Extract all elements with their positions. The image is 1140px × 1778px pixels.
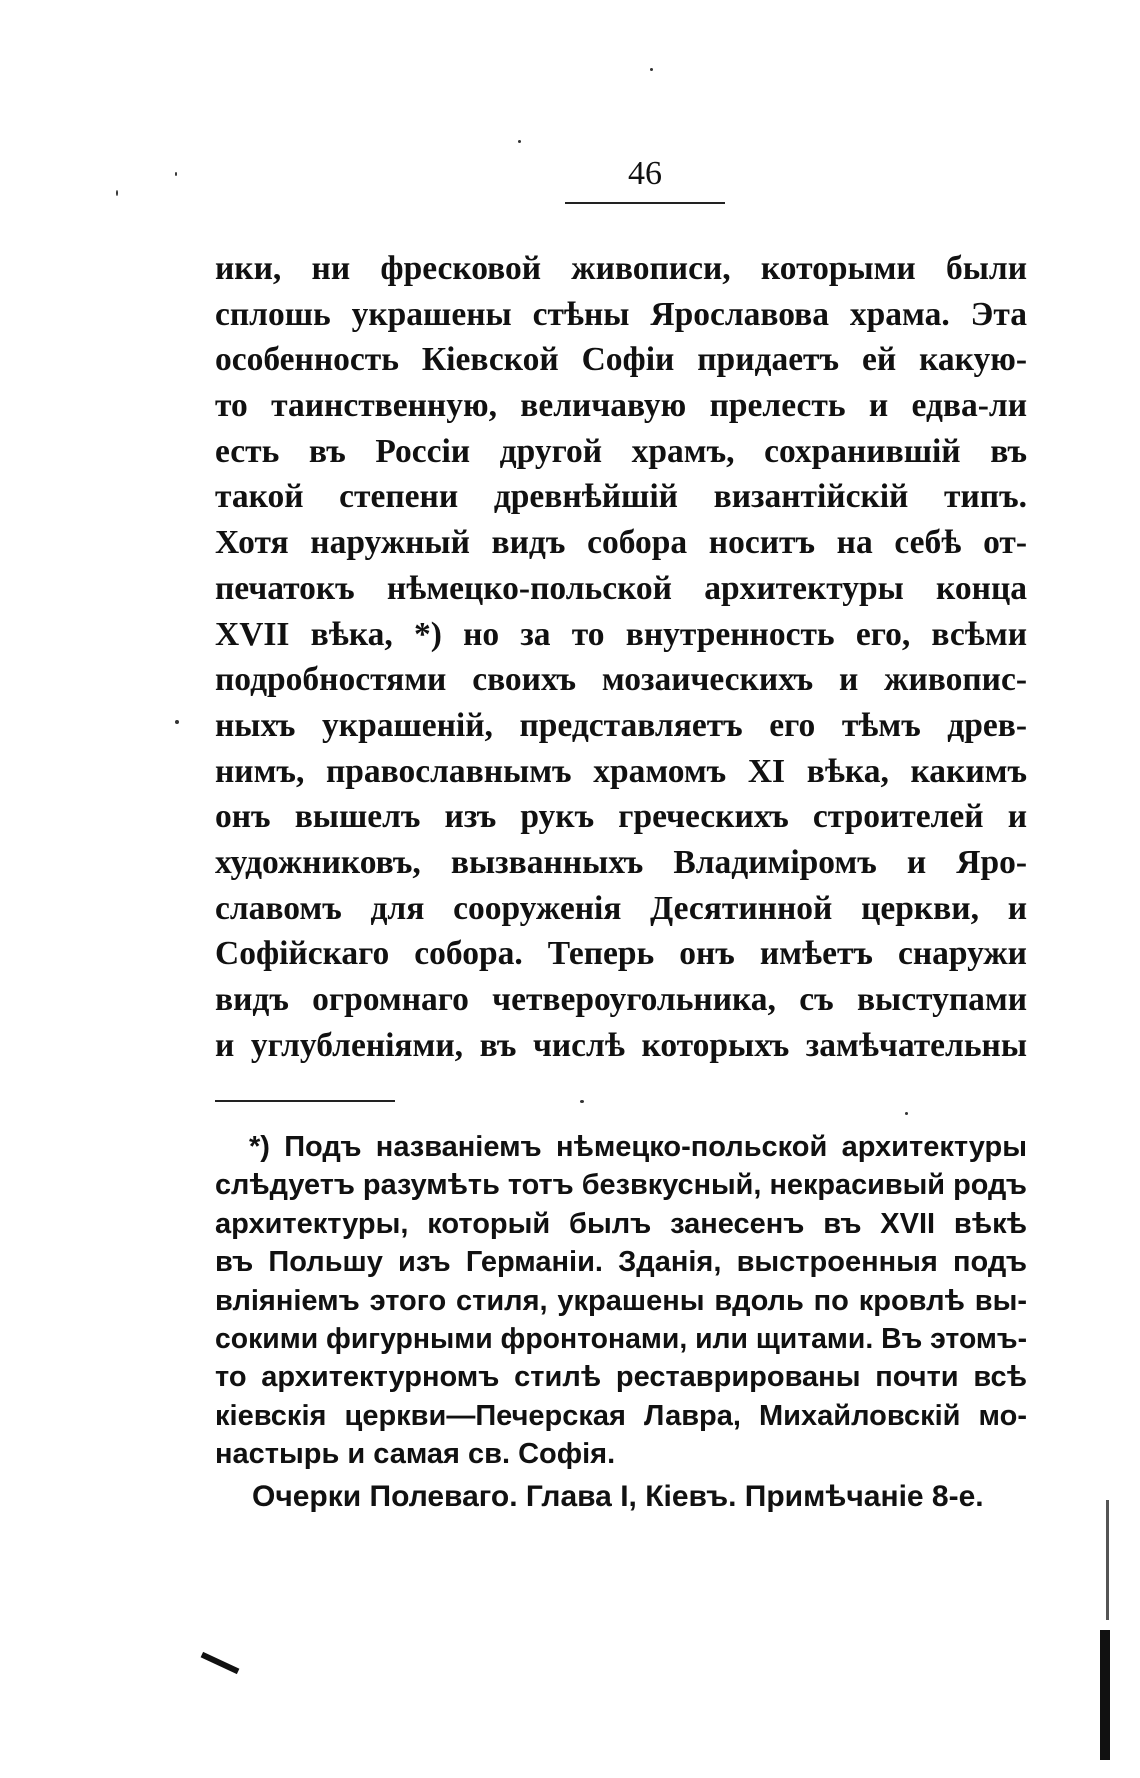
scan-speck xyxy=(518,140,521,143)
text-line: и углубленіями, въ числѣ которыхъ замѣчательны xyxy=(215,1026,1027,1064)
text-line: видъ огромнаго четвероугольника, съ выступами xyxy=(215,981,1027,1018)
scan-speck xyxy=(905,1112,908,1115)
text-line: Хотя наружный видъ собора носитъ на себѣ от- xyxy=(215,524,1027,562)
text-line: славомъ для сооруженія Десятинной церкви, и xyxy=(215,889,1027,927)
footnote-source: Очерки Полеваго. Глава I, Кіевъ. Примѣчаніе 8-е. xyxy=(252,1480,984,1513)
text-line: такой степени древнѣйшій византійскій типъ. xyxy=(215,478,1027,516)
text-line: печатокъ нѣмецко-польской архитектуры конца xyxy=(215,569,1027,607)
footnote-rule xyxy=(215,1100,395,1102)
text-line: особенность Кіевской Софіи придаетъ ей какую- xyxy=(215,341,1027,379)
text-line: Софійскаго собора. Теперь онъ имѣетъ снаружи xyxy=(215,935,1027,973)
text-line: нимъ, православнымъ храмомъ XI вѣка, какимъ xyxy=(215,752,1027,790)
footnote-line: сокими фигурными фронтонами, или щитами. Въ этомъ- xyxy=(215,1322,1028,1355)
footnote xyxy=(215,1128,1027,1474)
text-line: ныхъ украшеній, представляетъ его тѣмъ древ- xyxy=(215,706,1027,744)
scan-speck xyxy=(580,1100,584,1103)
footnote-line: *) Подъ названіемъ нѣмецко-польской архитектуры xyxy=(249,1131,1027,1163)
scan-speck xyxy=(650,68,653,71)
header-rule xyxy=(565,202,725,204)
footnote-line: слѣдуетъ разумѣть тотъ безвкусный, некрасивый родъ xyxy=(215,1169,1027,1202)
footnote-line: архитектуры, который былъ занесенъ въ XVII вѣкѣ xyxy=(215,1207,1027,1240)
text-line: художниковъ, вызванныхъ Владиміромъ и Яро- xyxy=(215,843,1027,881)
main-text xyxy=(215,246,1027,1068)
scan-speck xyxy=(175,720,179,724)
text-line: сплошь украшены стѣны Ярославова храма. Эта xyxy=(215,295,1027,333)
scan-edge-mark xyxy=(1100,1630,1110,1760)
scan-edge-mark xyxy=(1106,1500,1109,1620)
footnote-line: то архитектурномъ стилѣ реставрированы почти всѣ xyxy=(215,1361,1027,1394)
scan-speck xyxy=(116,190,118,196)
scan-speck xyxy=(175,172,177,176)
text-line: подробностями своихъ мозаическихъ и живопис- xyxy=(215,661,1027,699)
scan-mark xyxy=(201,1652,240,1674)
page-number: 46 xyxy=(628,155,662,192)
text-line: то таинственную, величавую прелесть и едва-ли xyxy=(215,387,1027,425)
text-line: есть въ Россіи другой храмъ, сохранившій въ xyxy=(215,432,1027,470)
footnote-line: кіевскія церкви—Печерская Лавра, Михайловскій мо- xyxy=(215,1399,1027,1432)
text-line: ики, ни фресковой живописи, которыми были xyxy=(215,250,1027,287)
footnote-line: вліяніемъ этого стиля, украшены вдоль по кровлѣ вы- xyxy=(215,1284,1027,1317)
footnote-line: въ Польшу изъ Германіи. Зданія, выстроенныя подъ xyxy=(215,1246,1027,1279)
footnote-line: настырь и самая св. Софія. xyxy=(215,1438,616,1471)
text-line: онъ вышелъ изъ рукъ греческихъ строителей и xyxy=(215,798,1027,836)
text-line: XVII вѣка, *) но за то внутренность его, всѣми xyxy=(215,615,1027,653)
